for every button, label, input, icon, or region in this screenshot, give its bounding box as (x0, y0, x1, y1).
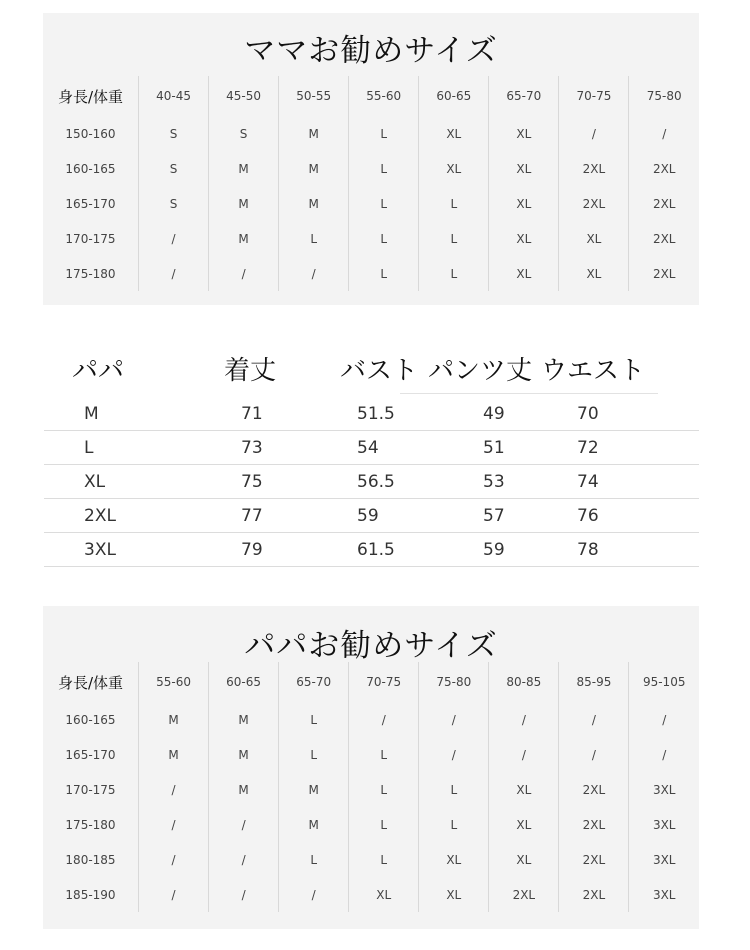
size-cell: L (349, 737, 419, 772)
table-row (44, 534, 699, 567)
weight-header: 70-75 (349, 662, 419, 702)
size-cell: L (349, 116, 419, 151)
divider (400, 393, 658, 394)
table-row (43, 221, 699, 256)
size-cell: XL (489, 256, 559, 291)
size-cell: 2XL (629, 186, 699, 221)
size-cell: 2XL (629, 151, 699, 186)
size-cell: M (279, 807, 349, 842)
weight-header: 45-50 (209, 76, 279, 116)
weight-header: 85-95 (559, 662, 629, 702)
size-cell: 3XL (629, 842, 699, 877)
mama-size-panel (43, 13, 699, 305)
pants-length-cell: 59 (483, 540, 505, 560)
size-cell: M (209, 702, 279, 737)
size-cell: M (209, 737, 279, 772)
table-row (43, 186, 699, 221)
bust-cell: 51.5 (357, 404, 395, 424)
size-cell: / (139, 256, 209, 291)
bust-cell: 54 (357, 438, 379, 458)
size-cell: / (629, 116, 699, 151)
size-cell: / (209, 807, 279, 842)
weight-header: 70-75 (559, 76, 629, 116)
size-cell: XL (419, 877, 489, 912)
length-cell: 71 (241, 404, 263, 424)
size-cell: / (489, 737, 559, 772)
size-cell: L (279, 737, 349, 772)
size-cell: M (139, 702, 209, 737)
size-cell: / (349, 702, 419, 737)
weight-header: 55-60 (349, 76, 419, 116)
size-cell: 2XL (559, 186, 629, 221)
weight-header: 75-80 (629, 76, 699, 116)
size-cell: L (349, 256, 419, 291)
table-row (43, 842, 699, 877)
size-cell: S (209, 116, 279, 151)
table-row (43, 807, 699, 842)
size-cell: 3XL (629, 877, 699, 912)
size-cell: L (279, 221, 349, 256)
pants-length-cell: 53 (483, 472, 505, 492)
weight-header: 55-60 (139, 662, 209, 702)
size-cell: M (209, 151, 279, 186)
size-cell: L (419, 221, 489, 256)
height-cell: 165-170 (65, 196, 116, 211)
mama-corner-label: 身長/体重 (57, 87, 124, 106)
height-cell: 165-170 (65, 747, 116, 762)
bust-cell: 59 (357, 506, 379, 526)
size-cell: XL (489, 807, 559, 842)
size-cell: M (279, 186, 349, 221)
weight-header: 65-70 (489, 76, 559, 116)
pants-length-cell: 57 (483, 506, 505, 526)
size-cell: XL (419, 151, 489, 186)
waist-cell: 76 (577, 506, 599, 526)
size-cell: XL (559, 221, 629, 256)
table-row (43, 877, 699, 912)
table-row (43, 702, 699, 737)
size-cell: L (84, 438, 94, 458)
size-cell: 2XL (489, 877, 559, 912)
size-cell: / (139, 772, 209, 807)
table-row (44, 398, 699, 431)
height-cell: 180-185 (65, 852, 116, 867)
size-cell: / (489, 702, 559, 737)
length-cell: 79 (241, 540, 263, 560)
pants-length-cell: 51 (483, 438, 505, 458)
mama-header-row (43, 76, 699, 116)
size-cell: 2XL (84, 506, 116, 526)
size-cell: 2XL (559, 877, 629, 912)
size-cell: 3XL (84, 540, 116, 560)
size-cell: L (349, 772, 419, 807)
weight-header: 40-45 (139, 76, 209, 116)
size-cell: / (419, 737, 489, 772)
weight-header: 95-105 (629, 662, 699, 702)
size-cell: L (279, 702, 349, 737)
bust-cell: 56.5 (357, 472, 395, 492)
papa-size-panel (43, 606, 699, 929)
weight-header: 65-70 (279, 662, 349, 702)
size-cell: / (559, 702, 629, 737)
size-cell: / (139, 842, 209, 877)
size-cell: 2XL (629, 221, 699, 256)
size-cell: M (84, 404, 99, 424)
size-cell: XL (489, 221, 559, 256)
height-cell: 150-160 (65, 126, 116, 141)
size-cell: XL (349, 877, 419, 912)
size-cell: S (139, 186, 209, 221)
size-cell: L (279, 842, 349, 877)
table-row (44, 432, 699, 465)
size-cell: M (139, 737, 209, 772)
size-cell: 3XL (629, 807, 699, 842)
size-cell: XL (559, 256, 629, 291)
size-cell: S (139, 151, 209, 186)
table-row (43, 116, 699, 151)
weight-header: 60-65 (209, 662, 279, 702)
papa-column-header: パパ (72, 356, 125, 386)
bust-column-header: バスト (340, 356, 419, 386)
size-cell: M (209, 221, 279, 256)
waist-cell: 74 (577, 472, 599, 492)
table-row (43, 256, 699, 291)
mama-size-table (43, 76, 699, 291)
papa-header-row (43, 662, 699, 702)
table-row (43, 151, 699, 186)
size-cell: L (349, 807, 419, 842)
bust-cell: 61.5 (357, 540, 395, 560)
height-cell: 170-175 (65, 231, 116, 246)
weight-header: 60-65 (419, 76, 489, 116)
size-cell: M (209, 186, 279, 221)
height-cell: 175-180 (65, 817, 116, 832)
waist-cell: 70 (577, 404, 599, 424)
size-cell: L (419, 256, 489, 291)
waist-cell: 72 (577, 438, 599, 458)
size-cell: XL (489, 842, 559, 877)
size-cell: XL (489, 116, 559, 151)
height-cell: 175-180 (65, 266, 116, 281)
size-cell: / (629, 737, 699, 772)
height-cell: 160-165 (65, 161, 116, 176)
size-cell: / (279, 877, 349, 912)
height-cell: 170-175 (65, 782, 116, 797)
size-cell: 2XL (559, 772, 629, 807)
table-row (44, 500, 699, 533)
size-cell: 3XL (629, 772, 699, 807)
size-cell: 2XL (559, 842, 629, 877)
weight-header: 50-55 (279, 76, 349, 116)
size-cell: XL (419, 116, 489, 151)
size-cell: / (209, 842, 279, 877)
weight-header: 75-80 (419, 662, 489, 702)
waist-column-header: ウエスト (541, 356, 646, 386)
waist-cell: 78 (577, 540, 599, 560)
size-cell: M (279, 116, 349, 151)
size-cell: 2XL (629, 256, 699, 291)
size-cell: XL (489, 186, 559, 221)
size-cell: / (209, 256, 279, 291)
size-cell: / (279, 256, 349, 291)
size-cell: / (559, 116, 629, 151)
length-cell: 75 (241, 472, 263, 492)
table-row (43, 737, 699, 772)
size-cell: / (139, 221, 209, 256)
size-cell: M (279, 151, 349, 186)
mama-size-title: ママお勧めサイズ (244, 33, 498, 69)
table-row (43, 772, 699, 807)
size-cell: XL (489, 151, 559, 186)
size-cell: 2XL (559, 807, 629, 842)
size-cell: L (349, 186, 419, 221)
table-row (44, 466, 699, 499)
papa-size-title: パパお勧めサイズ (244, 628, 498, 664)
size-cell: XL (84, 472, 106, 492)
size-cell: L (349, 842, 419, 877)
size-cell: / (419, 702, 489, 737)
size-cell: 2XL (559, 151, 629, 186)
size-cell: / (629, 702, 699, 737)
size-cell: S (139, 116, 209, 151)
size-cell: L (349, 151, 419, 186)
size-cell: XL (489, 772, 559, 807)
papa-size-table (43, 662, 699, 912)
size-cell: L (419, 807, 489, 842)
weight-header: 80-85 (489, 662, 559, 702)
pants-length-cell: 49 (483, 404, 505, 424)
height-cell: 160-165 (65, 712, 116, 727)
height-cell: 185-190 (65, 887, 116, 902)
size-cell: / (139, 877, 209, 912)
size-cell: L (349, 221, 419, 256)
length-cell: 73 (241, 438, 263, 458)
size-cell: / (209, 877, 279, 912)
size-cell: / (139, 807, 209, 842)
size-cell: L (419, 772, 489, 807)
size-cell: L (419, 186, 489, 221)
length-column-header: 着丈 (224, 356, 277, 386)
size-cell: M (279, 772, 349, 807)
size-cell: / (559, 737, 629, 772)
papa-measurement-chart (0, 340, 750, 570)
size-cell: M (209, 772, 279, 807)
size-cell: XL (419, 842, 489, 877)
papa-corner-label: 身長/体重 (57, 673, 124, 692)
length-cell: 77 (241, 506, 263, 526)
pants-length-column-header: パンツ丈 (428, 356, 533, 386)
